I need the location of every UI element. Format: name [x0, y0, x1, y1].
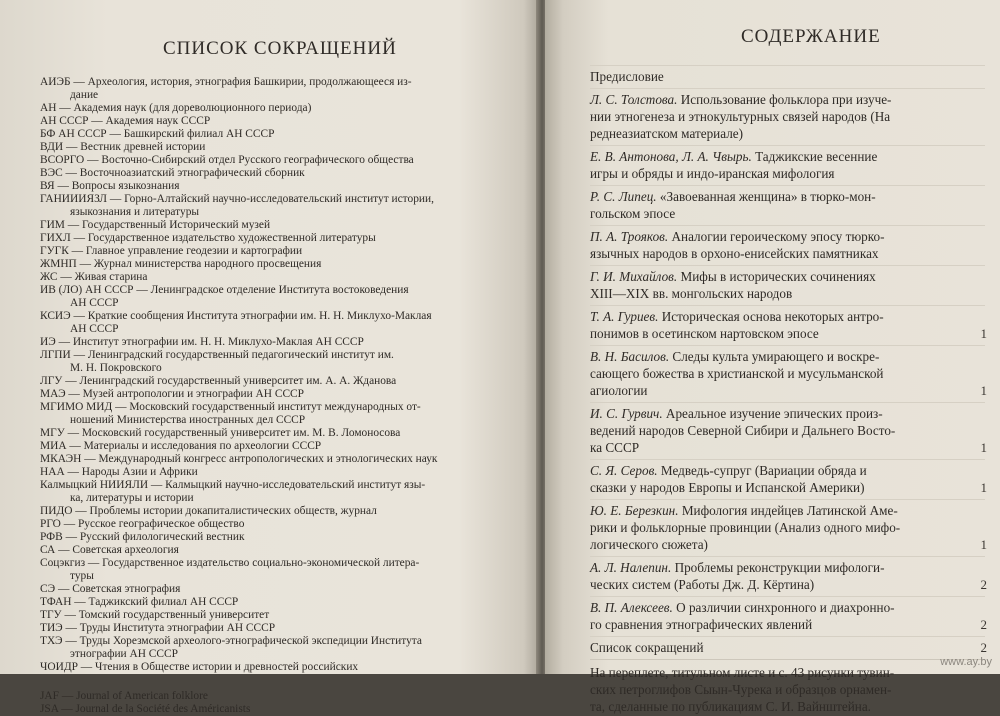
abbreviation-line: РГО — Русское географическое общество [40, 518, 245, 530]
toc-text: Мифология индейцев Латинской Аме- [678, 503, 898, 518]
toc-line [590, 405, 985, 422]
abbreviation-continuation: этнографии АН СССР [70, 648, 178, 660]
abbreviation-line: JSA — Journal de la Société des Américanists [40, 703, 251, 715]
abbreviation-entry [40, 219, 510, 232]
abbreviation-entry [40, 284, 510, 310]
toc-text: «Завоеванная женщина» в тюрко-мон- [656, 189, 876, 204]
abbreviation-line: МКАЭН — Международный конгресс антропологических и этнологических наук [40, 453, 438, 465]
toc-text: язычных народов в орхоно-енисейских памятниках [590, 246, 879, 261]
toc-text: Проблемы реконструкции мифологи- [671, 560, 885, 575]
abbreviation-entry [40, 690, 510, 703]
abbreviation-entry [40, 505, 510, 518]
abbreviation-entry [40, 401, 510, 427]
right-page [545, 0, 1000, 714]
toc-author: Л. С. Толстова. [590, 92, 678, 107]
toc-text: Предисловие [590, 69, 664, 84]
toc-page-number: 2 [980, 640, 987, 655]
abbreviation-line: ЛГПИ — Ленинградский государственный педагогический институт им. [40, 349, 394, 361]
abbreviations-list [40, 76, 510, 716]
toc-text: О различии синхронного и диахронно- [672, 600, 895, 615]
abbreviation-line: МИА — Материалы и исследования по археологии СССР [40, 440, 322, 452]
cover-illustration-note [590, 660, 985, 715]
toc-line [590, 519, 985, 536]
toc-entry [590, 345, 985, 403]
abbreviation-entry [40, 609, 510, 622]
toc-author: Е. В. Антонова, Л. А. Чвырь. [590, 149, 752, 164]
toc-text: сающего божества в христианской и мусульманской [590, 366, 884, 381]
abbreviation-continuation: АН СССР [70, 297, 119, 309]
abbreviation-line: ТИЭ — Труды Института этнографии АН СССР [40, 622, 276, 634]
abbreviation-entry [40, 635, 510, 661]
abbreviation-entry [40, 245, 510, 258]
toc-text: сказки у народов Европы и Испанской Америки) [590, 480, 865, 495]
abbreviation-line: МГУ — Московский государственный университет им. М. В. Ломоносова [40, 427, 401, 439]
abbreviation-line: ВЯ — Вопросы языкознания [40, 180, 180, 192]
note-line: На переплете, титульном листе и с. 43 рисунки тувин- [590, 665, 895, 680]
toc-author: Р. С. Липец. [590, 189, 657, 204]
list-gap [40, 674, 510, 690]
toc-author: И. С. Гурвич. [590, 406, 663, 421]
toc-line [590, 125, 985, 142]
abbreviation-entry [40, 349, 510, 375]
toc-page-number: 1 [980, 537, 987, 552]
toc-text: гольском эпосе [590, 206, 676, 221]
toc-entry [590, 145, 985, 186]
abbreviation-line: Соцэкгиз — Государственное издательство социально-экономической литера- [40, 557, 420, 569]
toc-text: ведений народов Северной Сибири и Дальнего Восто- [590, 423, 896, 438]
abbreviation-entry [40, 440, 510, 453]
abbreviation-line: ВЭС — Восточноазиатский этнографический сборник [40, 167, 305, 179]
toc-text: Медведь-супруг (Вариации обряда и [657, 463, 867, 478]
toc-line [590, 68, 985, 85]
abbreviation-entry [40, 76, 510, 102]
abbreviation-line: ВДИ — Вестник древней истории [40, 141, 206, 153]
toc-line [590, 91, 985, 108]
toc-entry [590, 596, 985, 637]
abbreviation-line: ЛГУ — Ленинградский государственный университет им. А. А. Жданова [40, 375, 397, 387]
abbreviation-continuation: дание [70, 89, 99, 101]
abbreviation-line: РФВ — Русский филологический вестник [40, 531, 245, 543]
abbreviation-entry [40, 544, 510, 557]
abbreviation-line: АИЭБ — Археология, история, этнография Башкирии, продолжающееся из- [40, 76, 412, 88]
toc-text: Таджикские весенние [751, 149, 878, 164]
abbreviation-continuation: ношений Министерства иностранных дел СССР [70, 414, 306, 426]
abbreviation-entry [40, 531, 510, 544]
abbreviation-line: МАЭ — Музей антропологии и этнографии АН СССР [40, 388, 304, 400]
abbreviation-line: ТФАН — Таджикский филиал АН СССР [40, 596, 239, 608]
toc-entry [590, 265, 985, 306]
toc-entry [590, 636, 985, 660]
toc-author: П. А. Трояков. [590, 229, 669, 244]
toc-line [590, 639, 985, 656]
toc-author: В. П. Алексеев. [590, 600, 673, 615]
abbreviation-line: ГИХЛ — Государственное издательство художественной литературы [40, 232, 376, 244]
abbreviation-line: ЖС — Живая старина [40, 271, 148, 283]
abbreviation-entry [40, 466, 510, 479]
toc-text: ка СССР [590, 440, 640, 455]
abbreviation-entry [40, 427, 510, 440]
toc-author: Ю. Е. Березкин. [590, 503, 679, 518]
toc-text: XIII—XIX вв. монгольских народов [590, 286, 793, 301]
abbreviation-continuation: языкознания и литературы [70, 206, 200, 218]
toc-line [590, 205, 985, 222]
abbreviation-entry [40, 518, 510, 531]
toc-page-number: 1 [980, 326, 987, 341]
note-line: ских петроглифов Сыын-Чурека и образцов орнамен- [590, 682, 892, 697]
toc-line [590, 536, 985, 553]
toc-line [590, 559, 985, 576]
abbreviation-entry [40, 661, 510, 674]
toc-line [590, 245, 985, 262]
abbreviation-continuation: ка, литературы и истории [70, 492, 194, 504]
toc-text: логического сюжета) [590, 537, 708, 552]
toc-text: реднеазиатском материале) [590, 126, 744, 141]
abbreviation-entry [40, 141, 510, 154]
toc-text: ческих систем (Работы Дж. Д. Кёртина) [590, 577, 815, 592]
toc-line [590, 108, 985, 125]
toc-line [590, 228, 985, 245]
abbreviation-line: ИВ (ЛО) АН СССР — Ленинградское отделение Института востоковедения [40, 284, 409, 296]
abbreviation-entry [40, 453, 510, 466]
toc-page-number: 1 [980, 480, 987, 495]
abbreviation-entry [40, 271, 510, 284]
abbreviation-entry [40, 596, 510, 609]
abbreviation-line: АН — Академия наук (для дореволюционного периода) [40, 102, 312, 114]
abbreviation-line: ВСОРГО — Восточно-Сибирский отдел Русского географического общества [40, 154, 414, 166]
toc-text: Использование фольклора при изуче- [677, 92, 892, 107]
toc-entry [590, 65, 985, 89]
abbreviation-entry [40, 622, 510, 635]
abbreviation-entry [40, 115, 510, 128]
toc-text: Историческая основа некоторых антро- [658, 309, 884, 324]
abbreviation-entry [40, 128, 510, 141]
toc-entry [590, 459, 985, 500]
toc-entry [590, 305, 985, 346]
toc-author: В. Н. Басилов. [590, 349, 670, 364]
toc-line [590, 308, 985, 325]
abbreviation-line: JAF — Journal of American folklore [40, 690, 208, 702]
toc-text: Мифы в исторических сочинениях [677, 269, 876, 284]
abbreviation-line: СА — Советская археология [40, 544, 179, 556]
abbreviation-line: ПИДО — Проблемы истории докапиталистических обществ, журнал [40, 505, 377, 517]
toc-line [590, 462, 985, 479]
abbreviation-line: ЖМНП — Журнал министерства народного просвещения [40, 258, 322, 270]
toc-text: нии этногенеза и этнокультурных связей народов (На [590, 109, 891, 124]
contents-title: СОДЕРЖАНИЕ [741, 26, 881, 47]
toc-author: С. Я. Серов. [590, 463, 658, 478]
table-of-contents [590, 66, 985, 715]
toc-text: рики и фольклорные провинции (Анализ одного мифо- [590, 520, 901, 535]
abbreviation-entry [40, 557, 510, 583]
abbreviation-entry [40, 375, 510, 388]
toc-line [590, 439, 985, 456]
abbreviation-continuation: АН СССР [70, 323, 119, 335]
toc-text: игры и обряды и индо-иранская мифология [590, 166, 835, 181]
toc-line [590, 188, 985, 205]
abbreviation-entry [40, 232, 510, 245]
watermark: www.ay.by [940, 656, 992, 668]
toc-line [590, 576, 985, 593]
abbreviation-entry [40, 583, 510, 596]
toc-line [590, 325, 985, 342]
abbreviations-title: СПИСОК СОКРАЩЕНИЙ [163, 38, 397, 59]
abbreviation-line: ГАНИИИЯЗЛ — Горно-Алтайский научно-исследовательский институт истории, [40, 193, 434, 205]
abbreviation-entry [40, 310, 510, 336]
abbreviation-line: ТХЭ — Труды Хорезмской археолого-этнографической экспедиции Института [40, 635, 422, 647]
toc-line [590, 599, 985, 616]
abbreviation-line: ИЭ — Институт этнографии им. Н. Н. Миклухо-Маклая АН СССР [40, 336, 364, 348]
toc-text: го сравнения этнографических явлений [590, 617, 813, 632]
toc-line [590, 165, 985, 182]
toc-line [590, 479, 985, 496]
abbreviation-entry [40, 479, 510, 505]
toc-line [590, 268, 985, 285]
abbreviation-line: ТГУ — Томский государственный университет [40, 609, 270, 621]
toc-page-number: 2 [980, 617, 987, 632]
toc-line [590, 382, 985, 399]
toc-line [590, 365, 985, 382]
toc-text: Список сокращений [590, 640, 704, 655]
toc-page-number: 1 [980, 440, 987, 455]
abbreviation-entry [40, 703, 510, 716]
toc-entry [590, 225, 985, 266]
abbreviation-continuation: туры [70, 570, 94, 582]
abbreviation-line: СЭ — Советская этнография [40, 583, 181, 595]
abbreviation-entry [40, 388, 510, 401]
abbreviation-line: КСИЭ — Краткие сообщения Института этнографии им. Н. Н. Миклухо-Маклая [40, 310, 432, 322]
toc-line [590, 502, 985, 519]
toc-author: А. Л. Налепин. [590, 560, 672, 575]
abbreviation-line: МГИМО МИД — Московский государственный институт международных от- [40, 401, 421, 413]
toc-text: агиологии [590, 383, 648, 398]
toc-entry [590, 185, 985, 226]
abbreviation-entry [40, 258, 510, 271]
toc-page-number: 1 [980, 383, 987, 398]
toc-text: Аналогии героическому эпосу тюрко- [668, 229, 885, 244]
toc-page-number: 2 [980, 577, 987, 592]
abbreviation-entry [40, 180, 510, 193]
toc-entry [590, 88, 985, 146]
toc-author: Г. И. Михайлов. [590, 269, 678, 284]
abbreviation-line: АН СССР — Академия наук СССР [40, 115, 211, 127]
abbreviation-line: ГИМ — Государственный Исторический музей [40, 219, 271, 231]
toc-text: Ареальное изучение эпических произ- [662, 406, 883, 421]
abbreviation-entry [40, 154, 510, 167]
abbreviation-line: БФ АН СССР — Башкирский филиал АН СССР [40, 128, 275, 140]
abbreviation-continuation: М. Н. Покровского [70, 362, 162, 374]
toc-line [590, 616, 985, 633]
toc-line [590, 285, 985, 302]
toc-line [590, 148, 985, 165]
toc-entry [590, 556, 985, 597]
toc-entry [590, 499, 985, 557]
abbreviation-line: ЧОИДР — Чтения в Обществе истории и древностей российских [40, 661, 359, 673]
abbreviation-line: Калмыцкий НИИЯЛИ — Калмыцкий научно-исследовательский институт язы- [40, 479, 426, 491]
abbreviation-entry [40, 336, 510, 349]
abbreviation-entry [40, 167, 510, 180]
abbreviation-line: НАА — Народы Азии и Африки [40, 466, 198, 478]
abbreviation-entry [40, 193, 510, 219]
toc-text: Следы культа умирающего и воскре- [669, 349, 880, 364]
toc-line [590, 422, 985, 439]
toc-line [590, 348, 985, 365]
toc-author: Т. А. Гуриев. [590, 309, 659, 324]
abbreviation-line: ГУГК — Главное управление геодезии и картографии [40, 245, 303, 257]
toc-entry [590, 402, 985, 460]
note-line: та, сделанные по публикациям С. И. Вайнштейна. [590, 699, 871, 714]
abbreviation-entry [40, 102, 510, 115]
toc-text: понимов в осетинском нартовском эпосе [590, 326, 819, 341]
